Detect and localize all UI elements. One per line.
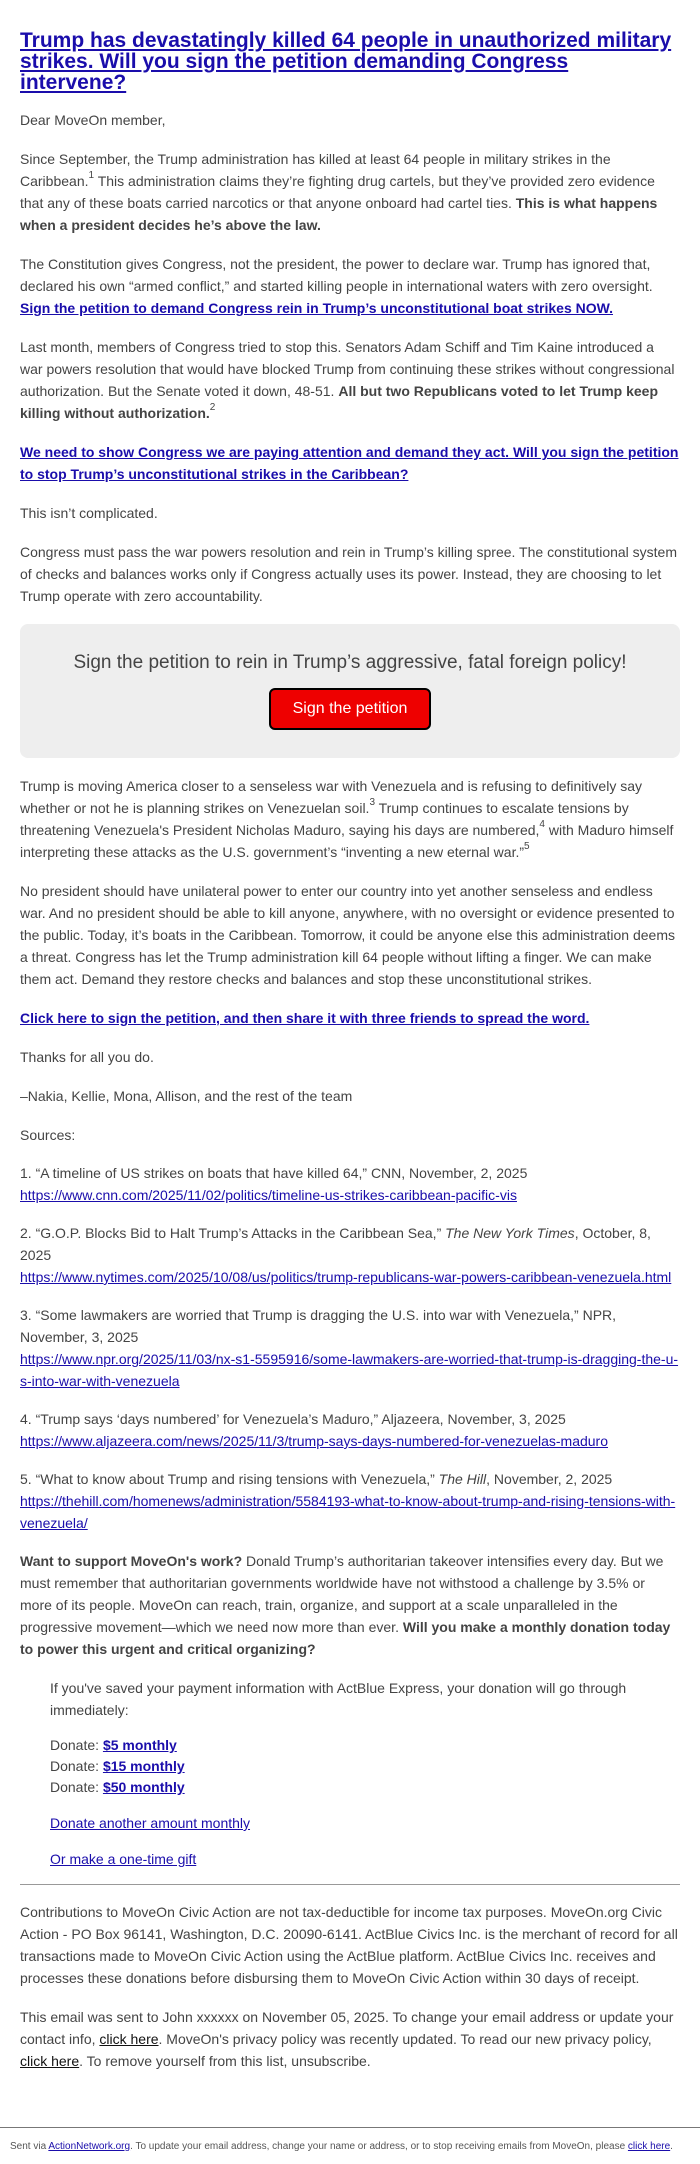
source-item (20, 1162, 680, 1206)
action-network-link[interactable]: ActionNetwork.org (48, 2141, 131, 2152)
headline-link[interactable]: Trump has devastatingly killed 64 people in unauthorized military strikes. Will you sign the petition demanding Congress intervene? (20, 29, 672, 94)
footer-legal: Contributions to MoveOn Civic Action are not tax-deductible for income tax purposes. MoveOn.org Civic Action - PO Box 96141, Washington, D.C. 20090-6141. ActBlue Civics Inc. is the merchant of record for all transactions made to MoveOn Civic Action using the ActBlue platform. ActBlue Civics Inc. receives and processes these donations before disbursing them to MoveOn Civic Action within 30 days of receipt. (20, 1904, 678, 1986)
footer-sent-b: . MoveOn's privacy policy was recently updated. To read our new privacy policy, (158, 2031, 652, 2047)
sign-petition-link-1[interactable]: Sign the petition to demand Congress rein in Trump’s unconstitutional boat strikes NOW. (20, 300, 613, 316)
paragraph-1 (20, 148, 680, 236)
p1-bold: This is what happens when a president decides he’s above the law. (20, 195, 658, 233)
donate-other-row (50, 1812, 680, 1834)
sources-label: Sources: (20, 1127, 76, 1143)
support-bold-1: Want to support MoveOn's work? (20, 1553, 243, 1569)
petition-cta-box (20, 624, 680, 758)
p3-text: Last month, members of Congress tried to stop this. Senators Adam Schiff and Tim Kaine introduced a war powers resolution that would have blocked Trump from continuing these strikes without congressional authorization. But the Senate voted it down, 48-51. (20, 339, 675, 399)
donate-option (50, 1777, 680, 1798)
paragraph-8: No president should have unilateral power to enter our country into yet another senseless and endless war. And no president should be able to kill anyone, anywhere, with no oversight or evidence presented to the public. Today, it’s boats in the Caribbean. Tomorrow, it could be anyone else this administration deems a threat. Congress has let the Trump administration kill 64 people without lifting a finger. We can make them act. Demand they restore checks and balances and stop these unconstitutional strikes. (20, 883, 676, 987)
source-1-text: 1. “A timeline of US strikes on boats that have killed 64,” CNN, November, 2, 2025 (20, 1165, 528, 1181)
paragraph-2 (20, 253, 680, 319)
greeting: Dear MoveOn member, (20, 112, 166, 128)
source-2-link[interactable]: https://www.nytimes.com/2025/10/08/us/politics/trump-republicans-war-powers-caribbean-venezuela.html (20, 1269, 672, 1285)
source-5-link[interactable]: https://thehill.com/homenews/administration/5584193-what-to-know-about-trump-and-rising-tensions-with-venezuela/ (20, 1493, 676, 1531)
source-5-text: 5. “What to know about Trump and rising tensions with Venezuela,” (20, 1471, 439, 1487)
one-time-gift-row (50, 1848, 680, 1870)
source-5-publication: The Hill (438, 1471, 487, 1487)
p7-text-b: Trump continues to escalate tensions by threatening Venezuela's President Nicholas Maduro, saying his days are numbered, (20, 800, 629, 838)
source-2-text: 2. “G.O.P. Blocks Bid to Halt Trump’s Attacks in the Caribbean Sea,” (20, 1225, 446, 1241)
paragraph-6: Congress must pass the war powers resolution and rein in Trump’s killing spree. The constitutional system of checks and balances works only if Congress actually uses its power. Instead, they are choosing to let Trump operate with zero accountability. (20, 544, 678, 604)
paragraph-7 (20, 775, 680, 863)
source-4-link[interactable]: https://www.aljazeera.com/news/2025/11/3/trump-says-days-numbered-for-venezuelas-maduro (20, 1433, 609, 1449)
paragraph-4 (20, 441, 680, 485)
footer (20, 1901, 680, 2072)
source-4-text: 4. “Trump says ‘days numbered’ for Venezuela’s Maduro,” Aljazeera, November, 3, 2025 (20, 1411, 566, 1427)
p2-text: The Constitution gives Congress, not the president, the power to declare war. Trump has ignored that, declared his own “armed conflict,” and started killing people in international waters with zero oversight. (20, 256, 653, 294)
source-item (20, 1468, 680, 1534)
footer-sent-info (20, 2006, 680, 2072)
donate-5-monthly-link[interactable]: $5 monthly (102, 1737, 177, 1753)
footnote-4: 4 (539, 819, 545, 831)
sign-and-share-link[interactable]: Click here to sign the petition, and then share it with three friends to spread the word. (20, 1010, 590, 1026)
paragraph-3 (20, 336, 680, 424)
source-2-date: , October, 8, 2025 (20, 1225, 651, 1263)
p3-bold: All but two Republicans voted to let Trump keep killing without authorization. (20, 383, 659, 421)
p7-text-a: Trump is moving America closer to a senseless war with Venezuela and is refusing to definitively say whether or not he is planning strikes on Venezuelan soil. (20, 778, 642, 816)
sent-via-text: Sent via (10, 2141, 49, 2152)
donate-other-amount-link[interactable]: Donate another amount monthly (50, 1815, 251, 1831)
update-contact-link[interactable]: click here (99, 2031, 159, 2047)
support-text: Donald Trump’s authoritarian takeover intensifies every day. But we must remember that authoritarian governments worldwide have not withstood a challenge by 3.5% or more of its people. MoveOn can reach, train, organize, and support at a scale unparalleled in the progressive movement—which we need now more than ever. (20, 1553, 664, 1635)
donate-label: Donate: (50, 1779, 103, 1795)
donate-label: Donate: (50, 1758, 103, 1774)
donate-50-monthly-link[interactable]: $50 monthly (102, 1779, 185, 1795)
sources-section (20, 1124, 680, 1534)
footnote-3: 3 (369, 797, 376, 809)
bottom-bar-end: . (670, 2141, 673, 2152)
footnote-2: 2 (209, 402, 216, 414)
unsubscribe-click-here-link[interactable]: click here (627, 2141, 671, 2152)
donate-15-monthly-link[interactable]: $15 monthly (102, 1758, 185, 1774)
footer-sent-c: . To remove yourself from this list, unsubscribe. (79, 2053, 371, 2069)
footnote-5: 5 (524, 841, 530, 853)
donate-option (50, 1756, 680, 1777)
cta-text: Sign the petition to rein in Trump’s aggressive, fatal foreign policy! (73, 652, 627, 673)
footer-sent-a: This email was sent to John xxxxxx on November 05, 2025. To change your email address or update your contact info, (20, 2009, 674, 2047)
footer-divider (20, 1884, 680, 1885)
footnote-1: 1 (88, 170, 95, 182)
p1-text-2: This administration claims they’re fighting drug cartels, but they’ve provided zero evidence that any of these boats carried narcotics or that anyone onboard had cartel ties. (20, 173, 655, 211)
source-5-date: , November, 2, 2025 (486, 1471, 613, 1487)
paragraph-9 (20, 1007, 680, 1029)
thanks-text: Thanks for all you do. (20, 1049, 154, 1065)
p1-text: Since September, the Trump administration has killed at least 64 people in military strikes in the Caribbean. (20, 151, 611, 189)
p7-text-c: with Maduro himself interpreting these attacks as the U.S. government’s “inventing a new eternal war.” (20, 822, 674, 860)
donation-intro: If you've saved your payment information with ActBlue Express, your donation will go through immediately: (50, 1680, 627, 1718)
sign-petition-link-2[interactable]: We need to show Congress we are paying attention and demand they act. Will you sign the petition to stop Trump’s unconstitutional strikes in the Caribbean? (20, 444, 679, 482)
one-time-gift-link[interactable]: Or make a one-time gift (50, 1851, 197, 1867)
donation-section (20, 1677, 680, 1870)
source-3-text: 3. “Some lawmakers are worried that Trump is dragging the U.S. into war with Venezuela,” NPR, November, 3, 2025 (20, 1307, 617, 1345)
source-item (20, 1222, 680, 1288)
action-network-bar (0, 2127, 700, 2164)
source-1-link[interactable]: https://www.cnn.com/2025/11/02/politics/timeline-us-strikes-caribbean-pacific-vis (20, 1187, 517, 1203)
sign-petition-button[interactable]: Sign the petition (269, 688, 432, 730)
donation-options (50, 1735, 680, 1798)
privacy-policy-link[interactable]: click here (20, 2053, 80, 2069)
donate-option (50, 1735, 680, 1756)
source-2-publication: The New York Times (445, 1225, 575, 1241)
donate-label: Donate: (50, 1737, 103, 1753)
support-paragraph (20, 1550, 680, 1660)
bottom-bar-text: . To update your email address, change your name or address, or to stop receiving emails from MoveOn, please (130, 2141, 628, 2152)
source-3-link[interactable]: https://www.npr.org/2025/11/03/nx-s1-5595916/some-lawmakers-are-worried-that-trump-is-dragging-the-u-s-into-war-with-venezuela (20, 1351, 679, 1389)
source-item (20, 1304, 680, 1392)
headline (20, 30, 680, 93)
paragraph-5: This isn’t complicated. (20, 505, 158, 521)
signoff: –Nakia, Kellie, Mona, Allison, and the rest of the team (20, 1088, 353, 1104)
source-item (20, 1408, 680, 1452)
support-bold-2: Will you make a monthly donation today to power this urgent and critical organizing? (20, 1619, 671, 1657)
